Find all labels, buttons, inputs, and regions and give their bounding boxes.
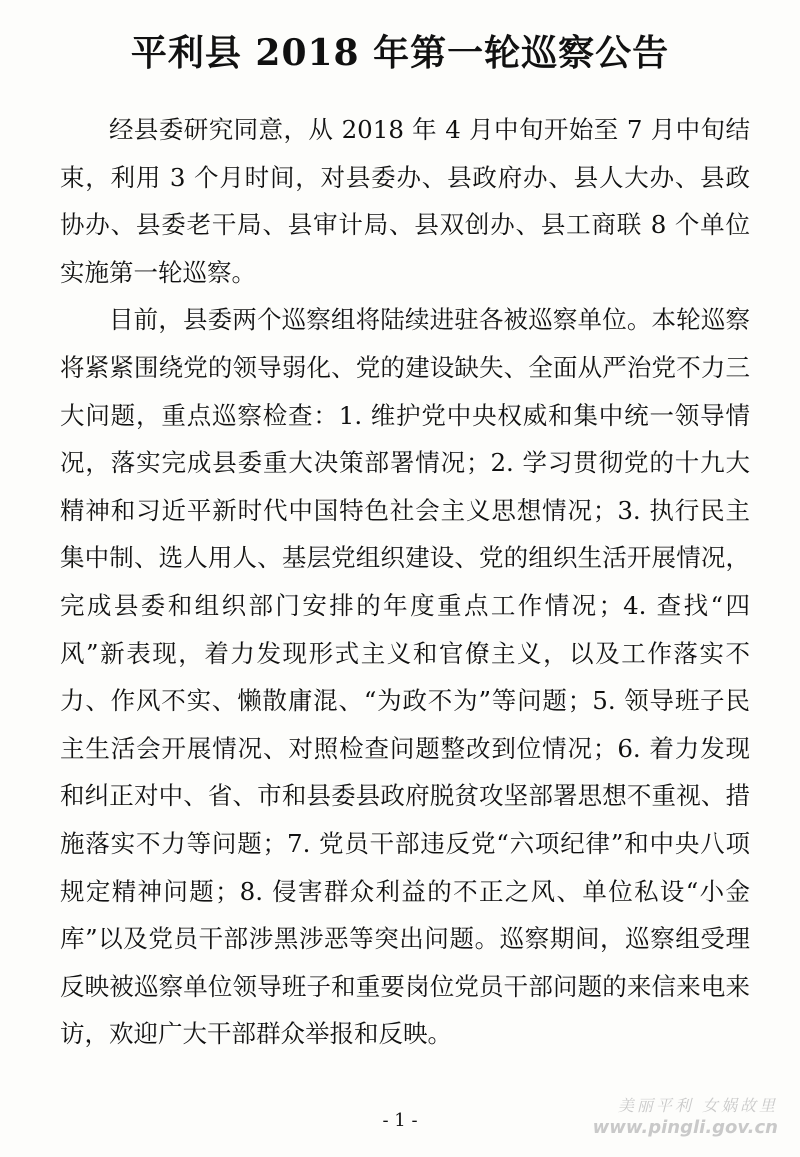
paragraph-1: 经县委研究同意，从 2018 年 4 月中旬开始至 7 月中旬结束，利用 3 个月时间，对县委办、县政府办、县人大办、县政协办、县委老干局、县审计局、县双创办、县工商联 8 个单位实施第一轮巡察。 bbox=[60, 115, 750, 287]
document-body bbox=[60, 106, 750, 1058]
paragraph-2: 目前，县委两个巡察组将陆续进驻各被巡察单位。本轮巡察将紧紧围绕党的领导弱化、党的建设缺失、全面从严治党不力三大问题，重点巡察检查：1. 维护党中央权威和集中统一领导情况，落实完成县委重大决策部署情况；2. 学习贯彻党的十九大精神和习近平新时代中国特色社会主义思想情况；3. 执行民主集中制、选人用人、基层党组织建设、党的组织生活开展情况，完成县委和组织部门安排的年度重点工作情况；4. 查找“四风”新表现，着力发现形式主义和官僚主义，以及工作落实不力、作风不实、懒散庸混、“为政不为”等问题；5. 领导班子民主生活会开展情况、对照检查问题整改到位情况；6. 着力发现和纠正对中、省、市和县委县政府脱贫攻坚部署思想不重视、措施落实不力等问题；7. 党员干部违反党“六项纪律”和中央八项规定精神问题；8. 侵害群众利益的不正之风、单位私设“小金库”以及党员干部涉黑涉恶等突出问题。巡察期间，巡察组受理反映被巡察单位领导班子和重要岗位党员干部问题的来信来电来访，欢迎广大干部群众举报和反映。 bbox=[60, 305, 750, 1049]
watermark-slogan: 美丽平利 女娲故里 bbox=[617, 1096, 778, 1115]
site-watermark bbox=[593, 1095, 778, 1139]
page-number: - 1 - bbox=[382, 1110, 418, 1131]
document-title: 平利县 2018 年第一轮巡察公告 bbox=[130, 32, 670, 74]
watermark-url: www.pingli.gov.cn bbox=[592, 1117, 778, 1138]
